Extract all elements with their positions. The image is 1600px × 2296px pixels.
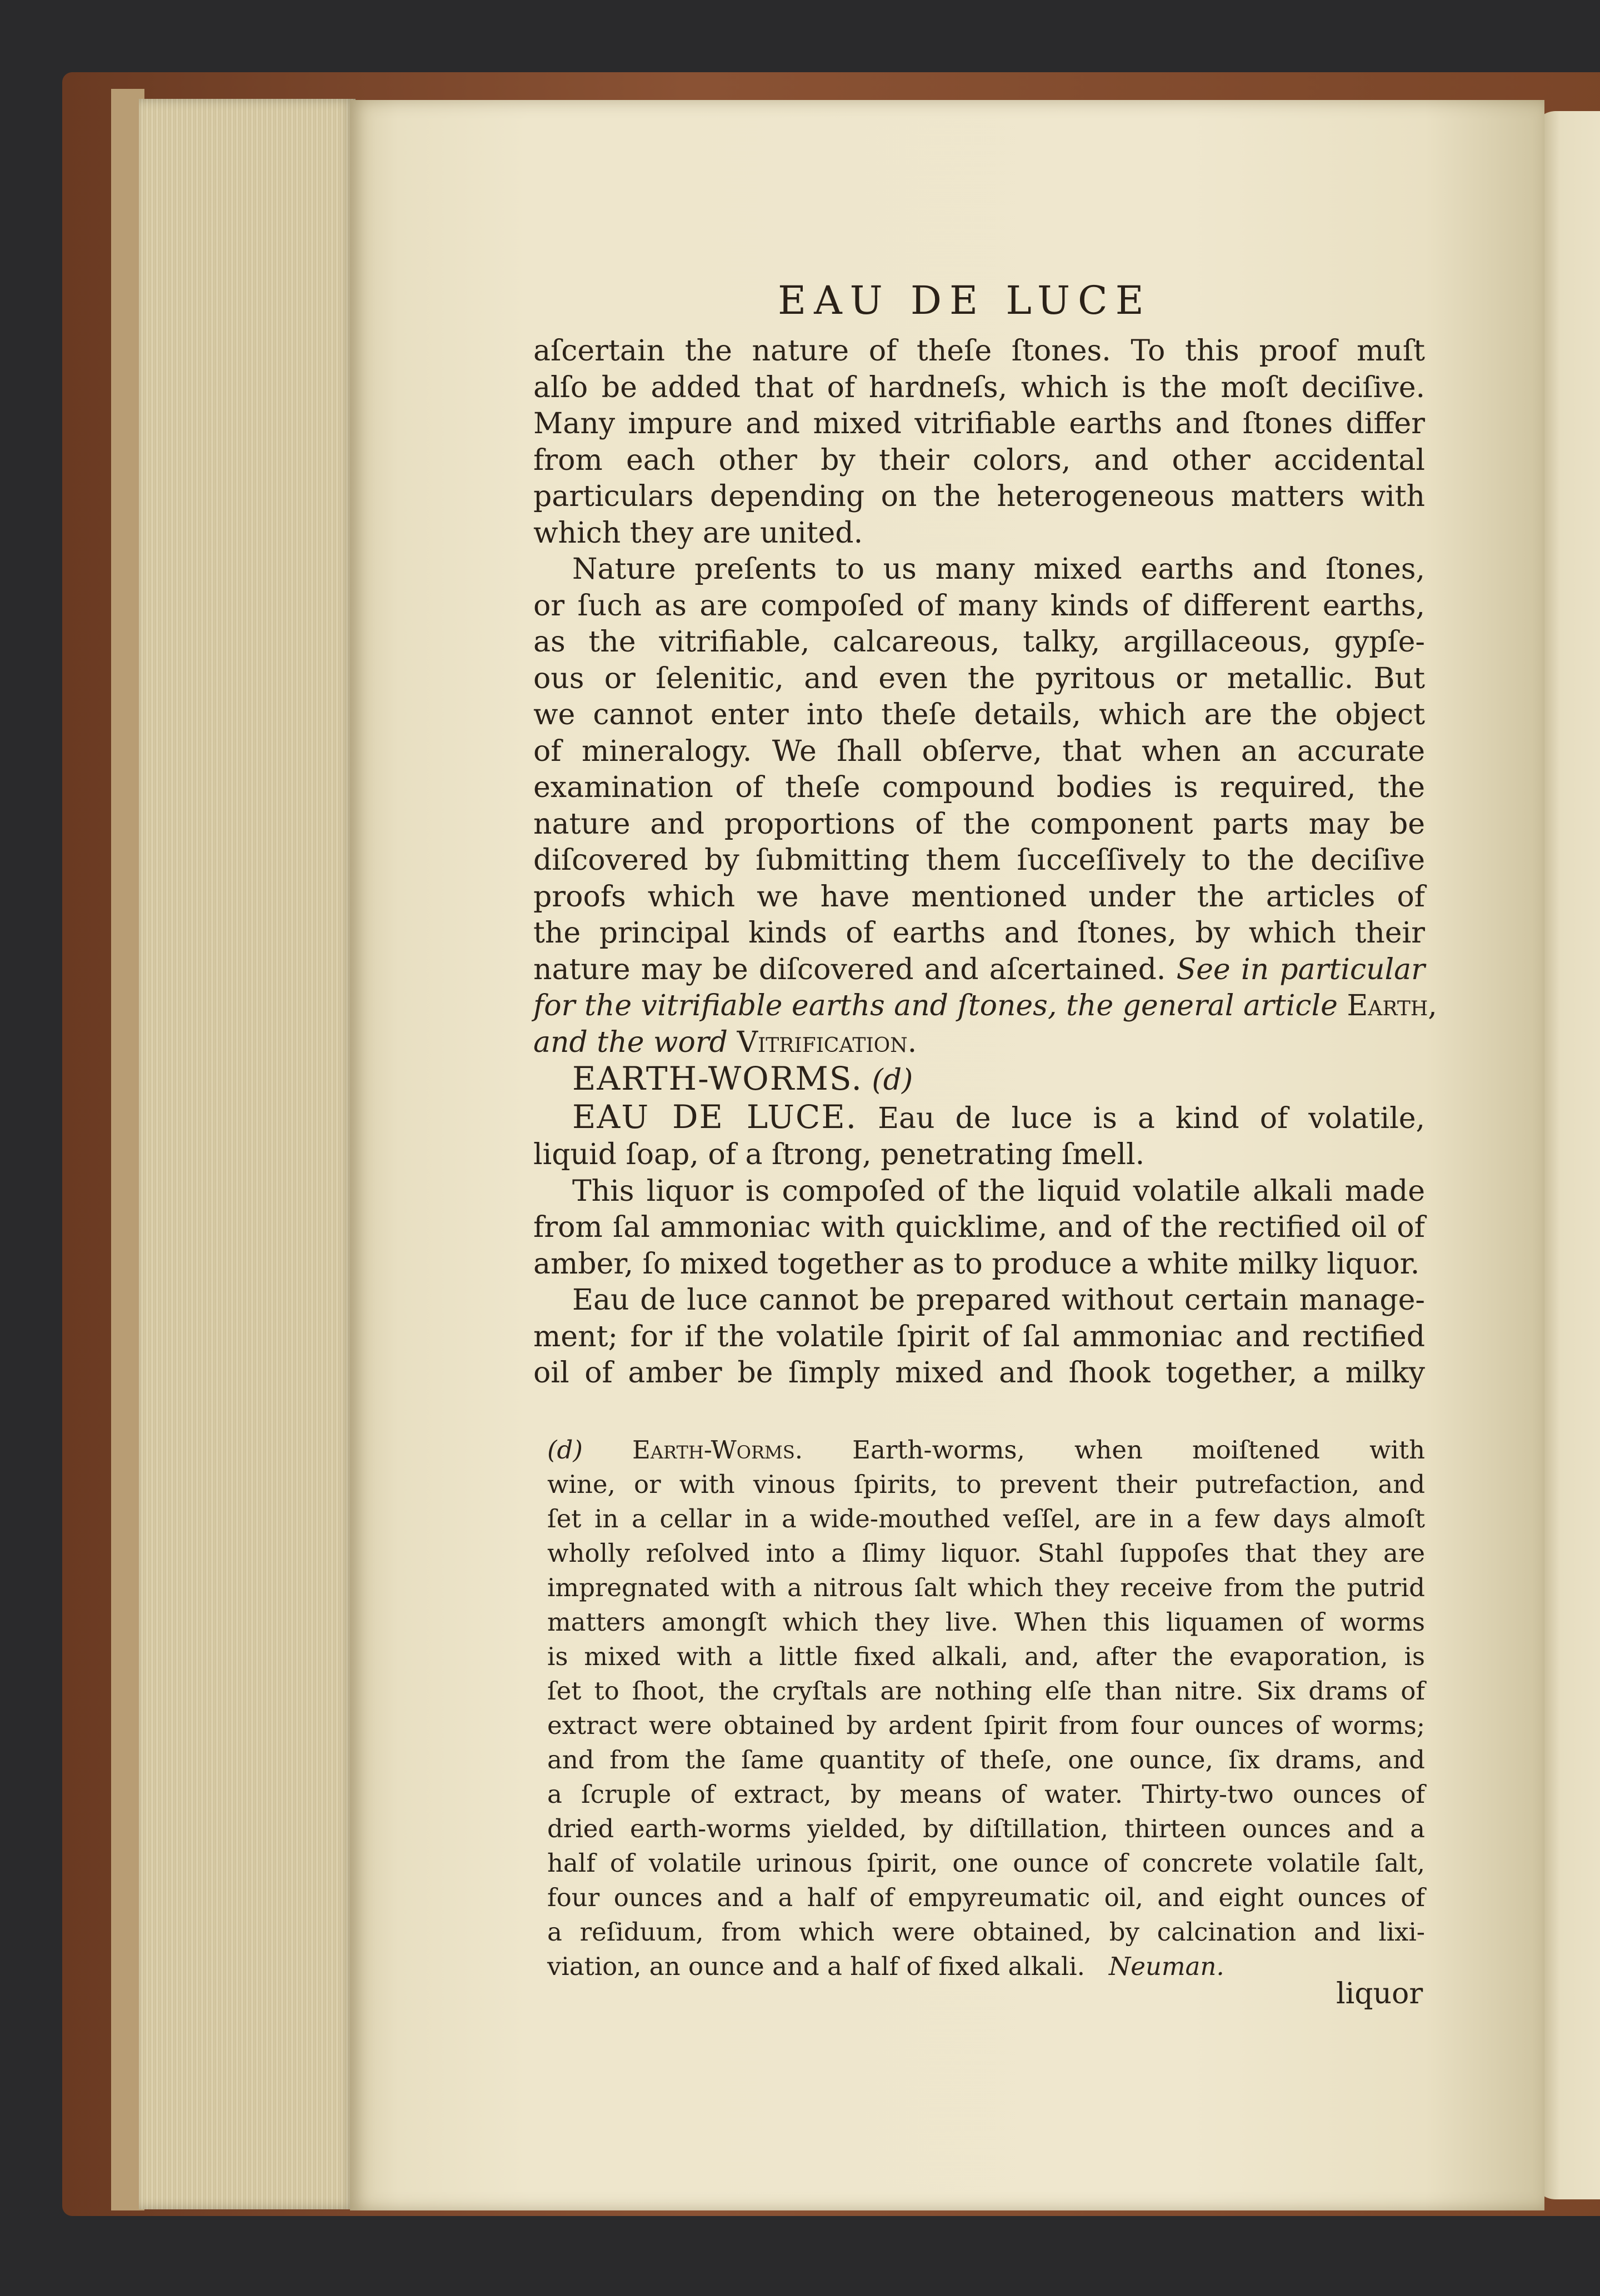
footnote-line: dried earth-worms yielded, by diſtillation, thirteen ounces and a bbox=[547, 1814, 1425, 1843]
running-head: EAU DE LUCE bbox=[778, 278, 1152, 323]
text-line: alſo be added that of hardneſs, which is the moſt deciſive. bbox=[533, 370, 1425, 404]
footnote-line bbox=[547, 1949, 1425, 1984]
entry-heading: EAU DE LUCE. bbox=[572, 1097, 858, 1136]
cross-reference: the general article bbox=[1066, 989, 1338, 1022]
text-line: as the vitrifiable, calcareous, talky, argillaceous, gypſe- bbox=[533, 625, 1425, 659]
text-line: from ſal ammoniac with quicklime, and of the rectified oil of bbox=[533, 1211, 1425, 1244]
text-segment: viation, an ounce and a half of fixed alkali. bbox=[547, 1952, 1085, 1981]
footnote-author: Neuman. bbox=[1108, 1952, 1224, 1981]
entry-earthworms bbox=[533, 1061, 1425, 1099]
text-line: Nature preſents to us many mixed earths and ſtones, bbox=[572, 553, 1425, 586]
footnote-ref: (d) bbox=[872, 1064, 913, 1097]
text-line: of mineralogy. We ſhall obſerve, that when an accurate bbox=[533, 734, 1425, 768]
text-line: oil of amber be ſimply mixed and ſhook together, a milky bbox=[533, 1356, 1425, 1390]
text-line: nature and proportions of the component parts may be bbox=[533, 807, 1425, 841]
entry-eau-de-luce bbox=[533, 1099, 1425, 1137]
text-line: ous or ſelenitic, and even the pyritous or metallic. But bbox=[533, 661, 1425, 695]
page-edges bbox=[139, 99, 356, 2209]
footnote-line: extract were obtained by ardent ſpirit from four ounces of worms; bbox=[547, 1711, 1425, 1740]
text-segment: nature may be diſcovered and aſcertained. bbox=[533, 953, 1166, 986]
text-line: Eau de luce cannot be prepared without certain manage- bbox=[572, 1284, 1425, 1317]
footnote-marker: (d) bbox=[547, 1435, 583, 1465]
text-line: examination of theſe compound bodies is required, the bbox=[533, 771, 1425, 804]
footnote-line bbox=[547, 1433, 1425, 1467]
text-line: ment; for if the volatile ſpirit of ſal ammoniac and rectified bbox=[533, 1320, 1425, 1353]
footnote-line: a reſiduum, from which were obtained, by calcination and lixi- bbox=[547, 1917, 1425, 1947]
text-line: This liquor is compoſed of the liquid volatile alkali made bbox=[572, 1174, 1425, 1208]
footnote-line: four ounces and a half of empyreumatic oil, and eight ounces of bbox=[547, 1883, 1425, 1912]
text-line: diſcovered by ſubmitting them ſucceſſively to the deciſive bbox=[533, 844, 1425, 877]
cross-reference: and the word bbox=[533, 1025, 728, 1059]
article-reference: Earth, bbox=[1347, 989, 1437, 1022]
entry-heading: EARTH-WORMS. bbox=[572, 1060, 863, 1097]
text-line: Many impure and mixed vitrifiable earths and ſtones differ bbox=[533, 407, 1425, 440]
text-line: amber, ſo mixed together as to produce a white milky liquor. bbox=[533, 1247, 1420, 1281]
footnote-title: Earth-Worms. bbox=[632, 1435, 803, 1465]
footnote-line: and from the ſame quantity of theſe, one ounce, ſix drams, and bbox=[547, 1745, 1425, 1774]
text-line: proofs which we have mentioned under the articles of bbox=[533, 880, 1425, 914]
text-segment: Earth-worms, when moiſtened with bbox=[852, 1435, 1425, 1465]
text-line: or ſuch as are compoſed of many kinds of different earths, bbox=[533, 589, 1425, 623]
footnote-line: impregnated with a nitrous ſalt which they receive from the putrid bbox=[547, 1573, 1425, 1602]
text-line: aſcertain the nature of theſe ſtones. To this proof muſt bbox=[533, 334, 1425, 368]
footnote-line: half of volatile urinous ſpirit, one ounce of concrete volatile ſalt, bbox=[547, 1848, 1425, 1878]
text-segment: Eau de luce is a kind of volatile, bbox=[878, 1101, 1425, 1135]
text-line: liquid ſoap, of a ſtrong, penetrating ſmell. bbox=[533, 1138, 1145, 1171]
text-line: the principal kinds of earths and ſtones, by which their bbox=[533, 916, 1425, 950]
main-text bbox=[533, 333, 1437, 1392]
text-line bbox=[533, 952, 1425, 989]
text-line: which they are united. bbox=[533, 516, 863, 550]
footnote-line: ſet in a cellar in a wide-mouthed veſſel, are in a few days almoſt bbox=[547, 1504, 1425, 1533]
catchword: liquor bbox=[1336, 1977, 1423, 2011]
text-line: we cannot enter into theſe details, which are the object bbox=[533, 698, 1425, 731]
footnote-line: ſet to ſhoot, the cryſtals are nothing elſe than nitre. Six drams of bbox=[547, 1676, 1425, 1706]
footnote-line: matters amongſt which they live. When this liquamen of worms bbox=[547, 1607, 1425, 1637]
footnote bbox=[547, 1433, 1425, 1984]
article-reference: Vitrification. bbox=[737, 1025, 917, 1059]
footnote-line: a ſcruple of extract, by means of water. Thirty-two ounces of bbox=[547, 1779, 1425, 1809]
text-line bbox=[533, 988, 1437, 1025]
cross-reference: See in particular bbox=[1176, 953, 1425, 986]
footnote-line: wholly reſolved into a ſlimy liquor. Stahl ſuppoſes that they are bbox=[547, 1538, 1425, 1568]
text-line: from each other by their colors, and other accidental bbox=[533, 443, 1425, 477]
footnote-line: is mixed with a little fixed alkali, and, after the evaporation, is bbox=[547, 1642, 1425, 1671]
text-line: particulars depending on the heterogeneous matters with bbox=[533, 480, 1425, 513]
cross-reference: for the vitrifiable earths and ſtones, bbox=[533, 989, 1057, 1022]
footnote-line: wine, or with vinous ſpirits, to prevent their putrefaction, and bbox=[547, 1470, 1425, 1499]
text-line bbox=[533, 1025, 1425, 1061]
